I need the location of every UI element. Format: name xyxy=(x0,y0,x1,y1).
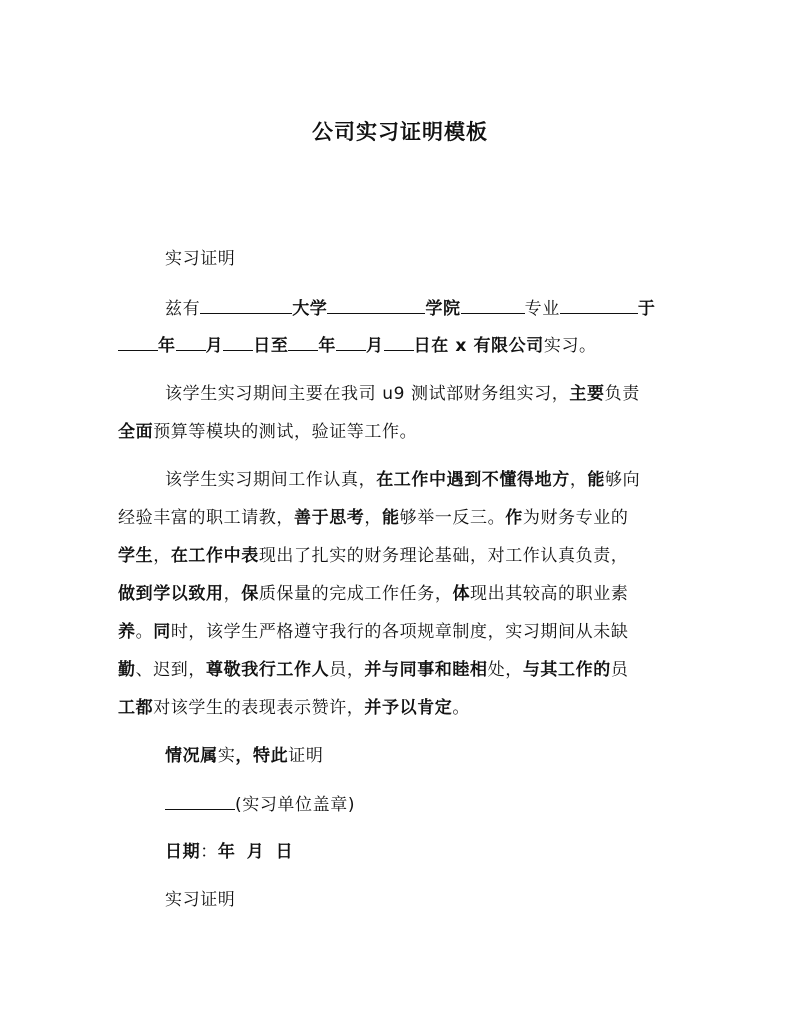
blank-from xyxy=(560,297,638,314)
para1-line1: 兹有 大学 学院 专业 于 xyxy=(165,299,656,319)
date-line: 日期：年 月 日 xyxy=(165,842,296,862)
para3-line6: 勤、迟到，尊敬我行工作人员，并与同事和睦相处，与其工作的员 xyxy=(118,660,629,680)
para3-line5: 养。同时，该学生严格遵守我行的各项规章制度，实习期间从未缺 xyxy=(118,622,629,642)
closing-line: 情况属实，特此证明 xyxy=(165,746,324,766)
blank-university xyxy=(200,297,292,314)
blank-seal xyxy=(165,793,235,810)
blank-college xyxy=(327,297,425,314)
para2-line2: 全面预算等模块的测试，验证等工作。 xyxy=(118,422,418,442)
footer-heading: 实习证明 xyxy=(165,890,236,910)
blank-major xyxy=(461,297,525,314)
para2-line1: 该学生实习期间主要在我司 u9 测试部财务组实习，主要负责 xyxy=(165,384,640,404)
para3-line2: 经验丰富的职工请教，善于思考，能够举一反三。作为财务专业的 xyxy=(118,508,629,528)
document-title: 公司实习证明模板 xyxy=(312,120,488,144)
seal-line: (实习单位盖章) xyxy=(165,793,685,816)
para3-line1: 该学生实习期间工作认真，在工作中遇到不懂得地方，能够向 xyxy=(165,470,641,490)
para3-line7: 工都对该学生的表现表示赞许，并予以肯定。 xyxy=(118,698,471,718)
para3-line3: 学生，在工作中表现出了扎实的财务理论基础，对工作认真负责， xyxy=(118,546,629,566)
para1-line2: 年 月 日至 年 月 日在 x 有限公司实习。 xyxy=(118,334,688,357)
para3-line4: 做到学以致用，保质保量的完成工作任务，体现出其较高的职业素 xyxy=(118,584,629,604)
certificate-heading: 实习证明 xyxy=(165,249,236,269)
